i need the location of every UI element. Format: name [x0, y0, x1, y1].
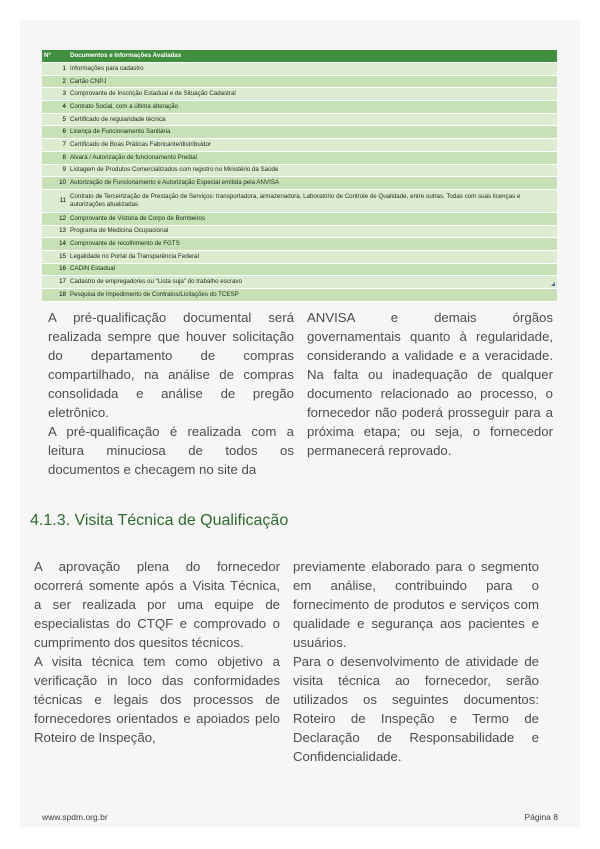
row-number: 6 [42, 126, 68, 139]
table-row [42, 212, 557, 225]
table-row [42, 126, 557, 139]
footer-page-number: Página 8 [524, 812, 558, 822]
row-number: 5 [42, 113, 68, 126]
table-row [42, 177, 557, 190]
row-number: 17 [42, 276, 68, 289]
row-description: Informações para cadastro [68, 63, 557, 76]
row-number: 11 [42, 189, 68, 212]
row-description: Alvará / Autorização de funcionamento Predial [68, 151, 557, 164]
table-row [42, 101, 557, 114]
row-number: 14 [42, 238, 68, 251]
row-number: 2 [42, 75, 68, 88]
row-number: 15 [42, 250, 68, 263]
row-number: 8 [42, 151, 68, 164]
row-description: Comprovante de Inscrição Estadual e de Situação Cadastral [68, 88, 557, 101]
table-row [42, 289, 557, 302]
table-row [42, 113, 557, 126]
table-row [42, 139, 557, 152]
table-row [42, 63, 557, 76]
section1-column-right [307, 308, 553, 460]
row-description: Licença de Funcionamento Sanitária [68, 126, 557, 139]
row-number: 13 [42, 225, 68, 238]
paragraph: A visita técnica tem como objetivo a verificação in loco das conformidades técnicas e legais dos processos de fornecedores orientados e apoiados pelo Roteiro de Inspeção, [34, 654, 280, 745]
table-row [42, 263, 557, 276]
row-description: CADIN Estadual [68, 263, 557, 276]
row-description: Comprovante de Vistoria de Corpo de Bombeiros [68, 212, 557, 225]
row-description: Programa de Medicina Ocupacional [68, 225, 557, 238]
row-number: 9 [42, 164, 68, 177]
paragraph: previamente elaborado para o segmento em análise, contribuindo para o fornecimento de produtos e serviços com qualidade e segurança aos pacientes e usuários. [293, 559, 539, 650]
paragraph: ANVISA e demais órgãos governamentais quanto à regularidade, considerando a validade e a veracidade. Na falta ou inadequação de qualquer documento relacionado ao processo, o fornecedor não poderá prosseguir para a próxima etapa; ou seja, o fornecedor permanecerá reprovado. [307, 310, 553, 458]
section1-column-left [48, 308, 294, 479]
table-header-row [42, 50, 557, 63]
row-number: 18 [42, 289, 68, 302]
table-row [42, 189, 557, 212]
table-row [42, 151, 557, 164]
row-description: Pesquisa de Impedimento de Contratos/Licitações do TCESP [68, 289, 557, 302]
row-description: Contrato de Terceirização de Prestação de Serviços: transportadora, armazenadora, Laboratório de Controle de Qualidade, entre outras. Todas com suas licenças e autorizações atualizadas [68, 189, 557, 212]
paragraph: Para o desenvolvimento de atividade de visita técnica ao fornecedor, serão utilizados os seguintes documentos: Roteiro de Inspeção e Termo de Declaração de Responsabilidade e Confidencialidade. [293, 654, 539, 764]
row-number: 7 [42, 139, 68, 152]
row-description: Certificado de Boas Práticas Fabricante/distribuidor [68, 139, 557, 152]
row-number: 3 [42, 88, 68, 101]
row-number: 4 [42, 101, 68, 114]
row-number: 12 [42, 212, 68, 225]
row-number: 10 [42, 177, 68, 190]
table-row [42, 75, 557, 88]
table-row [42, 276, 557, 289]
header-number: Nº [42, 50, 68, 63]
row-description: Contrato Social, com a última alteração [68, 101, 557, 114]
row-number: 16 [42, 263, 68, 276]
table-row [42, 250, 557, 263]
section2-column-right [293, 557, 539, 766]
section2-column-left [34, 557, 280, 747]
header-description: Documentos e Informações Avaliadas [68, 50, 557, 63]
paragraph: A aprovação plena do fornecedor ocorrerá somente após a Visita Técnica, a ser realizada por uma equipe de especialistas do CTQF e comprovado o cumprimento dos quesitos técnicos. [34, 559, 280, 650]
table-row [42, 88, 557, 101]
section-heading: 4.1.3. Visita Técnica de Qualificação [30, 512, 289, 529]
row-description: Legalidade no Portal da Transparência Federal [68, 250, 557, 263]
row-description: Autorização de Funcionamento e Autorização Especial emitida pela ANVISA [68, 177, 557, 190]
row-description: Certificado de regularidade técnica [68, 113, 557, 126]
table-body [42, 63, 557, 302]
table-resize-handle [551, 282, 555, 286]
table-row [42, 238, 557, 251]
row-description: Comprovante de recolhimento de FGTS [68, 238, 557, 251]
row-description: Cartão CNPJ [68, 75, 557, 88]
paragraph: A pré-qualificação documental será realizada sempre que houver solicitação do departamento de compras compartilhado, na análise de compras consolidada e análise de pregão eletrônico. [48, 310, 294, 420]
table-row [42, 225, 557, 238]
row-description: Listagem de Produtos Comercializados com registro no Ministério da Saúde [68, 164, 557, 177]
table-row [42, 164, 557, 177]
row-number: 1 [42, 63, 68, 76]
paragraph: A pré-qualificação é realizada com a leitura minuciosa de todos os documentos e checagem no site da [48, 424, 294, 477]
row-description: Cadastro de empregadores ou “Lista suja” do trabalho escravo [68, 276, 557, 289]
documents-table [42, 50, 557, 302]
footer-website: www.spdm.org.br [42, 812, 108, 822]
